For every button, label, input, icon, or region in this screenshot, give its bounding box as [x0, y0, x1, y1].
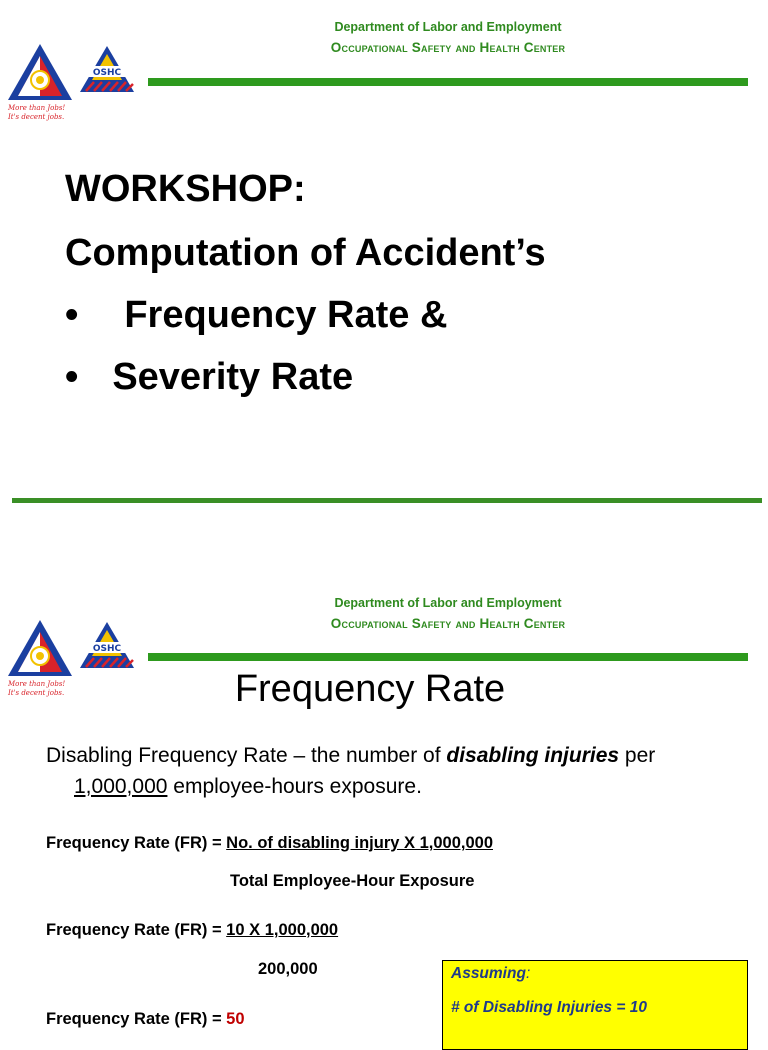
center-name: Occupational Safety and Health Center: [330, 40, 566, 55]
definition-number: 1,000,000: [74, 775, 168, 798]
workshop-subtitle: Computation of Accident’s: [65, 232, 546, 274]
dole-logo-icon: [6, 42, 74, 122]
definition-emphasis: disabling injuries: [446, 744, 620, 767]
department-name: Department of Labor and Employment: [334, 596, 562, 610]
formula-label: Frequency Rate (FR) =: [46, 834, 227, 852]
svg-text:OSHC: OSHC: [92, 644, 122, 654]
workshop-title: WORKSHOP:: [65, 168, 306, 210]
definition-part-2: per: [619, 744, 656, 767]
oshc-logo-icon: [78, 44, 136, 94]
oshc-logo-icon: [78, 620, 136, 670]
svg-text:It's decent jobs.: It's decent jobs.: [8, 113, 65, 121]
formula-general: [46, 834, 493, 853]
slide-2: [0, 578, 768, 1028]
formula-numerator: No. of disabling injury X 1,000,000: [226, 834, 493, 852]
slide-1: [0, 0, 768, 500]
definition-text: [46, 740, 746, 802]
bullet-item-label: Frequency Rate &: [124, 294, 448, 336]
definition-part-3: employee-hours exposure.: [167, 775, 422, 798]
frequency-rate-heading: Frequency Rate: [234, 668, 506, 710]
bullet-item-severity: [65, 356, 353, 399]
assumption-label: Assuming:: [451, 965, 531, 982]
formula-numerator: 10 X 1,000,000: [226, 921, 339, 939]
svg-text:More than Jobs!: More than Jobs!: [8, 680, 66, 688]
department-name: Department of Labor and Employment: [334, 20, 562, 34]
formula-label: Frequency Rate (FR) =: [46, 921, 227, 939]
bullet-item-label: Severity Rate: [112, 356, 354, 398]
formula-result: [46, 1010, 245, 1029]
header-green-bar: [148, 78, 748, 86]
svg-text:It's decent jobs.: It's decent jobs.: [8, 689, 65, 697]
assumption-box: [442, 960, 748, 1050]
svg-text:OSHC: OSHC: [92, 68, 122, 78]
formula-label: Frequency Rate (FR) =: [46, 1010, 227, 1028]
assumption-line: # of Disabling Injuries = 10: [451, 999, 647, 1016]
center-name: Occupational Safety and Health Center: [330, 616, 566, 631]
svg-text:More than Jobs!: More than Jobs!: [8, 104, 66, 112]
bullet-icon: •: [65, 294, 79, 336]
definition-part-1: Disabling Frequency Rate – the number of: [46, 744, 447, 767]
formula-substituted: [46, 921, 338, 940]
bullet-icon: •: [65, 356, 79, 398]
header-green-bar: [148, 653, 748, 661]
formula-result-value: 50: [226, 1010, 245, 1028]
slide-divider: [12, 498, 762, 503]
formula-denominator: Total Employee-Hour Exposure: [230, 872, 475, 890]
formula-denominator: 200,000: [258, 960, 318, 978]
bullet-item-frequency: [65, 294, 447, 337]
